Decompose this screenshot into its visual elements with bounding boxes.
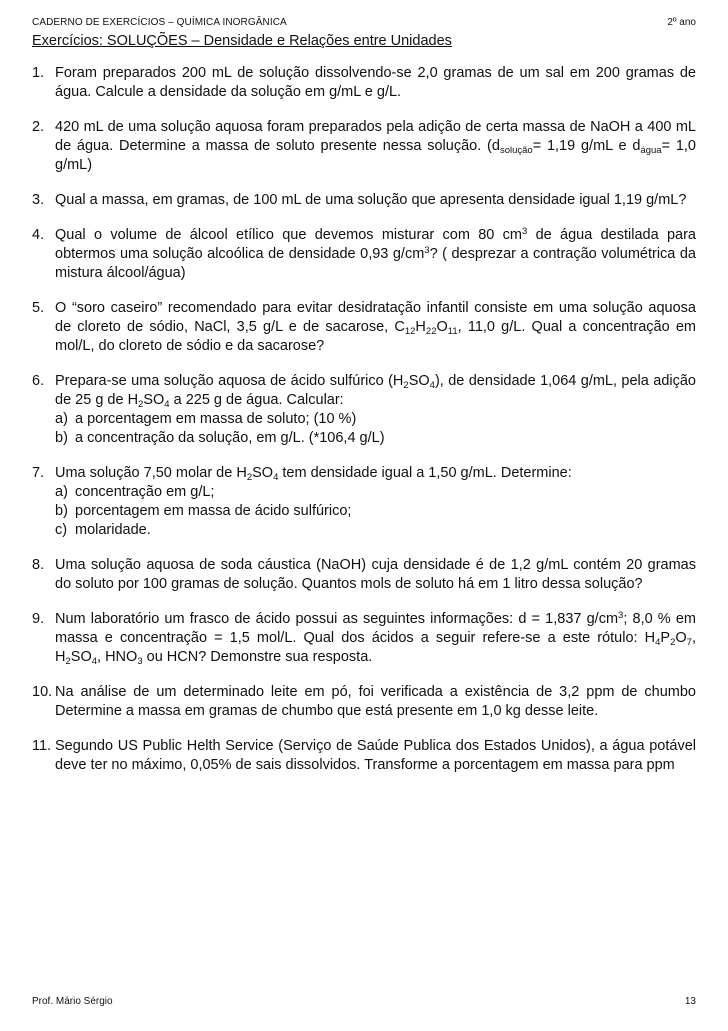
text-run: , HNO <box>97 649 138 665</box>
question-4 <box>32 226 696 283</box>
subscript: solução <box>499 145 533 156</box>
sub-item <box>55 410 696 429</box>
sub-item-text: a concentração da solução, em g/L. (*106,4 g/L) <box>75 430 385 446</box>
footer-author: Prof. Mário Sérgio <box>32 996 113 1007</box>
question-text: Qual a massa, em gramas, de 100 mL de uma solução que apresenta densidade igual 1,19 g/mL? <box>55 192 687 208</box>
sub-item-text: a porcentagem em massa de soluto; (10 %) <box>75 411 357 427</box>
sub-item-label: b) <box>55 430 68 446</box>
question-7 <box>32 464 696 540</box>
question-number: 3. <box>32 192 45 208</box>
text-run: Qual o volume de álcool etílico que devemos misturar com 80 cm <box>55 227 522 243</box>
subscript: 22 <box>425 326 437 337</box>
text-run: ? ( desprezar a contração volumétrica da mistura álcool/água) <box>55 246 696 281</box>
text-run: Num laboratório um frasco de ácido possui as seguintes informações: d = 1,837 g/cm <box>55 611 619 627</box>
text-run: ), de densidade 1,064 g/mL, pela adição de 25 g de H <box>55 373 696 408</box>
sub-item <box>55 502 696 521</box>
text-run: a 225 g de água. Calcular: <box>169 392 344 408</box>
question-stem <box>55 372 696 410</box>
question-text <box>55 610 696 667</box>
text-run: SO <box>252 465 274 481</box>
question-number: 2. <box>32 119 45 135</box>
text-run: Prepara-se uma solução aquosa de ácido sulfúrico (H <box>55 373 404 389</box>
text-run: , H <box>55 630 696 665</box>
text-run: O <box>436 319 448 335</box>
question-1 <box>32 64 696 102</box>
text-run: 420 mL de uma solução aquosa foram preparados pela adição de certa massa de NaOH a 400 mL de água. Determine a massa de soluto presente nessa solução. (d <box>55 119 696 154</box>
subscript: 2 <box>138 399 144 410</box>
subscript: 12 <box>404 326 416 337</box>
question-10 <box>32 683 696 721</box>
question-text <box>55 464 696 540</box>
question-text: Na análise de um determinado leite em pó, foi verificada a existência de 3,2 ppm de chumbo Determine a massa em gramas de chumbo que está presente em 1,0 kg desse leite. <box>55 684 696 719</box>
sub-item-label: b) <box>55 503 68 519</box>
question-number: 4. <box>32 227 45 243</box>
sub-item <box>55 483 696 502</box>
subscript: 3 <box>137 656 143 667</box>
text-run: = 1,0 g/mL) <box>55 138 696 173</box>
question-text: Foram preparados 200 mL de solução dissolvendo-se 2,0 gramas de um sal em 200 gramas de água. Calcule a densidade da solução em g/mL e g/L. <box>55 65 696 100</box>
text-run: tem densidade igual a 1,50 g/mL. Determine: <box>278 465 572 481</box>
sub-item-text: porcentagem em massa de ácido sulfúrico; <box>75 503 352 519</box>
sub-item-text: molaridade. <box>75 522 151 538</box>
question-number: 10. <box>32 684 53 700</box>
subscript: 4 <box>655 637 661 648</box>
sub-item-label: a) <box>55 484 68 500</box>
text-run: H <box>415 319 426 335</box>
superscript: 3 <box>424 245 430 256</box>
text-run: SO <box>408 373 430 389</box>
subscript: 7 <box>686 637 692 648</box>
question-text <box>55 372 696 448</box>
question-text <box>55 299 696 356</box>
question-text <box>55 118 696 175</box>
text-run: P <box>660 630 671 646</box>
question-3 <box>32 191 696 210</box>
question-5 <box>32 299 696 356</box>
question-11 <box>32 737 696 775</box>
text-run: Uma solução 7,50 molar de H <box>55 465 247 481</box>
page-number: 13 <box>684 996 696 1007</box>
page-subtitle: Exercícios: SOLUÇÕES – Densidade e Relações entre Unidades <box>32 33 452 49</box>
question-number: 8. <box>32 557 45 573</box>
text-run: , 11,0 g/L. Qual a concentração em mol/L, do cloreto de sódio e da sacarose? <box>55 319 696 354</box>
text-run: SO <box>70 649 92 665</box>
subscript: água <box>640 145 662 156</box>
text-run: ; 8,0 % em massa e concentração = 1,5 mol/L. Qual dos ácidos a seguir refere-se a este rótulo: H <box>55 611 696 646</box>
subscript: 2 <box>65 656 71 667</box>
subscript: 4 <box>273 472 279 483</box>
question-6 <box>32 372 696 448</box>
question-2 <box>32 118 696 175</box>
question-number: 1. <box>32 65 45 81</box>
text-run: O “soro caseiro” recomendado para evitar desidratação infantil consiste em uma solução aquosa de cloreto de sódio, NaCl, 3,5 g/L e de sacarose, C <box>55 300 696 335</box>
sub-item <box>55 429 696 448</box>
superscript: 3 <box>522 226 528 237</box>
question-9 <box>32 610 696 667</box>
sub-item-label: c) <box>55 522 68 538</box>
subscript: 11 <box>447 326 458 337</box>
question-list <box>32 64 696 791</box>
question-number: 5. <box>32 300 45 316</box>
text-run: O <box>675 630 687 646</box>
question-stem <box>55 464 696 483</box>
sub-item <box>55 521 696 540</box>
text-run: SO <box>143 392 165 408</box>
subscript: 2 <box>246 472 253 483</box>
subscript: 4 <box>429 380 435 391</box>
subscript: 2 <box>670 637 676 648</box>
question-number: 11. <box>32 738 52 754</box>
sub-item-label: a) <box>55 411 68 427</box>
question-number: 7. <box>32 465 45 481</box>
text-run: = 1,19 g/mL e d <box>532 138 641 154</box>
question-8 <box>32 556 696 594</box>
text-run: ou HCN? Demonstre sua resposta. <box>142 649 373 665</box>
question-number: 9. <box>32 611 45 627</box>
subscript: 4 <box>164 399 170 410</box>
header-grade: 2º ano <box>667 17 696 28</box>
superscript: 3 <box>618 610 624 621</box>
question-text <box>55 226 696 283</box>
question-text: Uma solução aquosa de soda cáustica (NaOH) cuja densidade é de 1,2 g/mL contém 20 gramas do soluto por 100 gramas de solução. Quantos mols de soluto há em 1 litro dessa solução? <box>55 557 696 592</box>
sub-item-text: concentração em g/L; <box>75 484 215 500</box>
subscript: 2 <box>403 380 409 391</box>
text-run: de água destilada para obtermos uma solução alcoólica de densidade 0,93 g/cm <box>55 227 696 262</box>
question-text: Segundo US Public Helth Service (Serviço de Saúde Publica dos Estados Unidos), a água potável deve ter no máximo, 0,05% de sais dissolvidos. Transforme a porcentagem em massa para ppm <box>55 738 696 773</box>
question-number: 6. <box>32 373 45 389</box>
subscript: 4 <box>91 656 98 667</box>
header-title: CADERNO DE EXERCÍCIOS – QUÍMICA INORGÂNICA <box>32 17 287 28</box>
